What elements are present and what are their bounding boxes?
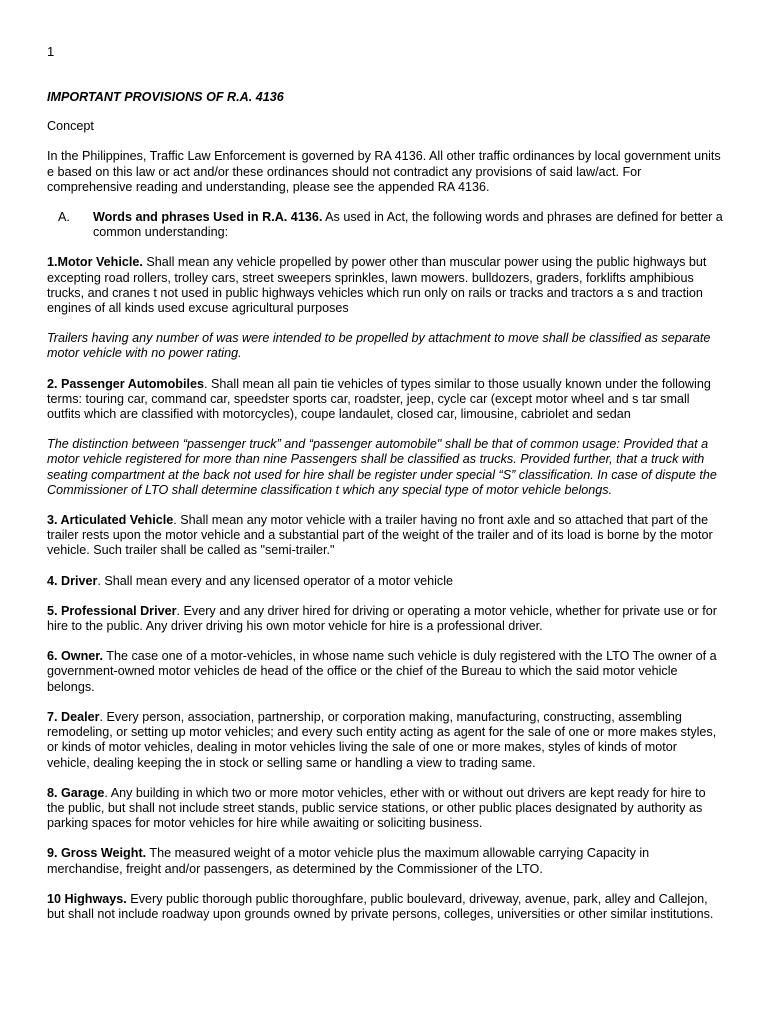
definition-passenger-automobiles — [47, 377, 723, 423]
definition-dealer — [47, 710, 723, 771]
section-a — [47, 210, 723, 240]
definition-text: . Shall mean any motor vehicle with a trailer having no front axle and so attached that part of the trailer rests upon the motor vehicle and a substantial part of the weight of the trailer and of its load is borne by the motor vehicle. Such trailer shall be called as "semi-trailer." — [47, 513, 713, 558]
definition-term: 10 Highways. — [47, 891, 127, 906]
definition-garage — [47, 786, 723, 832]
definition-text: . Shall mean every and any licensed operator of a motor vehicle — [97, 573, 454, 588]
definition-gross-weight — [47, 846, 723, 876]
definition-term: 3. Articulated Vehicle — [47, 513, 174, 528]
definition-continuation: but shall not include roadway upon grounds owned by private persons, colleges, universities or other similar institutions. — [47, 906, 714, 921]
definition-term: 1.Motor Vehicle. — [47, 255, 143, 270]
section-a-body — [93, 210, 723, 240]
definition-text: The case one of a motor-vehicles, in whose name such vehicle is duly registered with the LTO The owner of a government-owned motor vehicles de head of the office or the chief of the Bureau to which the said motor vehicle belongs. — [47, 649, 717, 694]
trailers-note: Trailers having any number of was were intended to be propelled by attachment to move shall be classified as separate motor vehicle with no power rating. — [47, 331, 711, 361]
definition-text: . Shall mean all pain tie vehicles of types similar to those usually known under the following terms: touring car, command car, speedster sports car, roadster, jeep, cycle car (except motor wheel and s tar small outfits which are classified with motorcycles), coupe landaulet, closed car, limousine, cabriolet and sedan — [47, 376, 711, 422]
intro-paragraph: In the Philippines, Traffic Law Enforcement is governed by RA 4136. All other traffic ordinances by local government units e based on this law or act and/or these ordinances should not contradict any provisions of said law/act. For comprehensive reading and understanding, please see the appended RA 4136. — [47, 149, 721, 194]
definition-text: The measured weight of a motor vehicle plus the maximum allowable carrying Capacity in merchandise, freight and/or passengers, as determined by the Commissioner of the LTO. — [47, 846, 650, 876]
definition-professional-driver — [47, 604, 723, 634]
definition-owner — [47, 649, 723, 695]
definition-text: . Every and any driver hired for driving or operating a motor vehicle, whether for private use or for hire to the public. Any driver driving his own motor vehicle for hire is a professional driver. — [47, 603, 717, 634]
definition-term: 8. Garage — [47, 785, 105, 800]
page-number: 1 — [47, 44, 55, 59]
document-body — [47, 90, 723, 937]
section-a-heading: Words and phrases Used in R.A. 4136. — [93, 210, 323, 225]
section-a-marker: A. — [58, 210, 70, 225]
definition-text: . Any building in which two or more motor vehicles, ether with or without out drivers are kept ready for hire to the public, but shall not include street stands, public service stations, or other public places designated by authority as parking spaces for motor vehicles for hire while awaiting or soliciting business. — [47, 785, 706, 831]
section-a-text: As used in Act, the following words and phrases are defined for better a common understanding: — [93, 210, 723, 240]
document-title: IMPORTANT PROVISIONS OF R.A. 4136 — [47, 90, 284, 104]
definition-term: 5. Professional Driver — [47, 603, 177, 618]
definition-text: Shall mean any vehicle propelled by power other than muscular power using the public highways but excepting road rollers, trolley cars, street sweepers sprinkles, lawn mowers. bulldozers, graders, forklifts amphibious trucks, and cranes t not used in public highways vehicles which run only on rails or tracks and tractors a s and traction engines of all kinds used excuse agricultural purposes — [47, 255, 707, 316]
definition-term: 2. Passenger Automobiles — [47, 376, 205, 391]
definition-text: Every public thorough public thoroughfare, public boulevard, driveway, avenue, park, alley and Callejon, — [126, 891, 708, 906]
definition-term: 7. Dealer — [47, 709, 100, 724]
definition-articulated-vehicle — [47, 513, 723, 559]
definition-motor-vehicle — [47, 255, 723, 316]
definition-driver — [47, 574, 723, 589]
concept-heading: Concept — [47, 119, 94, 134]
definition-highways — [47, 892, 723, 922]
definition-term: 9. Gross Weight. — [47, 846, 147, 861]
definition-text: . Every person, association, partnership, or corporation making, manufacturing, constructing, assembling remodeling, or setting up motor vehicles; and every such entity acting as agent for the sale of one or more makes styles, or kinds of motor vehicles, dealing in motor vehicles living the sale of one or more makes, styles of kinds of motor vehicle, dealing keeping the in stock or selling same or handling a view to trading same. — [47, 709, 717, 770]
definition-term: 4. Driver — [47, 573, 98, 588]
passenger-distinction-note: The distinction between “passenger truck” and “passenger automobile" shall be that of common usage: Provided that a motor vehicle registered for more than nine Passengers shall be classified as trucks. Provided further, that a truck with seating compartment at the back not used for hire shall be register under special “S” classification. In case of dispute the Commissioner of LTO shall determine classification t which any special type of motor vehicle belongs. — [47, 437, 717, 497]
definition-term: 6. Owner. — [47, 649, 103, 664]
